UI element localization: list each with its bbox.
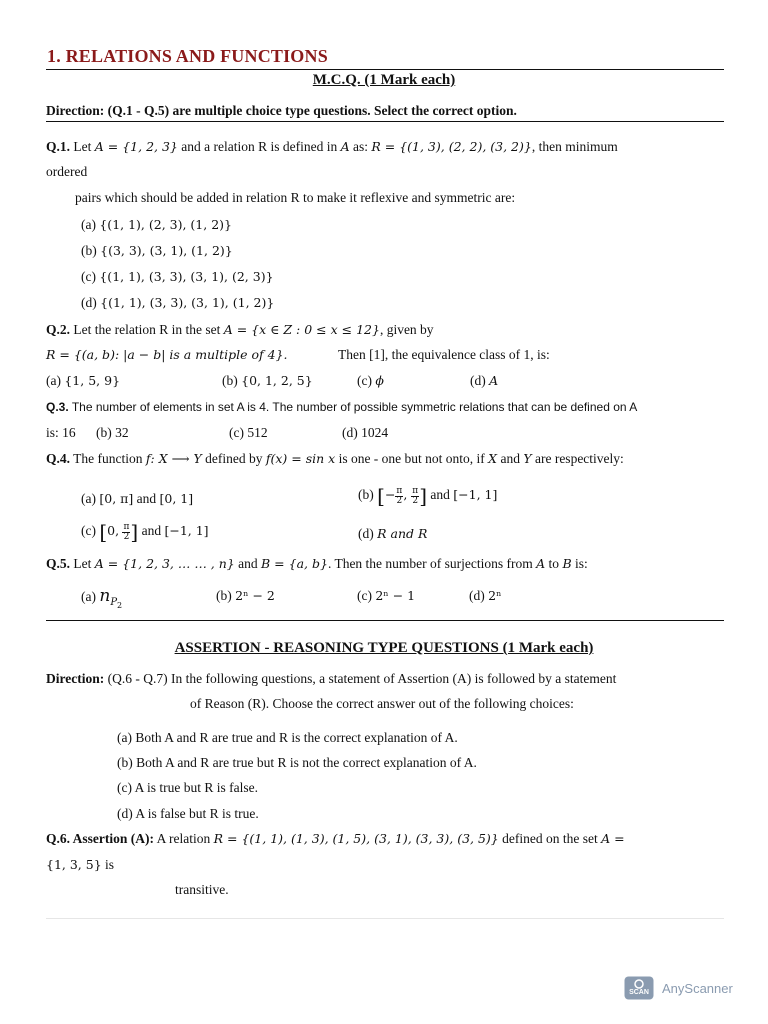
q6-line2: {1, 3, 5} is xyxy=(46,857,115,872)
q3-option-d: (d) 1024 xyxy=(342,425,389,440)
direction-rule xyxy=(46,121,724,122)
q5-option-d: (d) 2ⁿ xyxy=(469,588,502,603)
fraction-pi-over-2-c: $\frac{\pi}{2}$ xyxy=(123,521,130,542)
q5-option-b: (b) 2ⁿ − 2 xyxy=(216,588,275,603)
scan-logo-text: SCAN xyxy=(629,989,649,996)
q5-option-c: (c) 2ⁿ − 1 xyxy=(357,588,416,603)
q3-option-c: (c) 512 xyxy=(229,425,268,440)
q4-option-b: (b) [− $\frac{\pi}{2}$ , $\frac{\pi}{2}$ ] and [−1, 1] xyxy=(358,484,498,508)
q5-option-a: (a) $n_{P2}$ xyxy=(81,586,123,610)
fraction-neg-pi-over-2: $\frac{\pi}{2}$ xyxy=(396,485,403,506)
q4-line1: Q.4. The function f: X ⟶ Y defined by f(x) = sin x is one - one but not onto, if X and Y are respectively: xyxy=(46,451,624,466)
title-rule xyxy=(46,69,724,70)
q5-line1: Q.5. Let A = {1, 2, 3, … … , n} and B = {a, b}. Then the number of surjections from A to B is: xyxy=(46,556,588,571)
page-bottom-rule xyxy=(46,918,724,919)
q2-line2-b: Then [1], the equivalence class of 1, is: xyxy=(338,347,550,362)
q2-line1: Q.2. Let the relation R in the set A = {x ∈ Z : 0 ≤ x ≤ 12}, given by xyxy=(46,322,434,337)
choice-d: (d) A is false but R is true. xyxy=(117,806,259,821)
q1-option-d: (d) {(1, 1), (3, 3), (3, 1), (1, 2)} xyxy=(81,295,275,310)
q1-option-c: (c) {(1, 1), (3, 3), (3, 1), (2, 3)} xyxy=(81,269,274,284)
q1-option-a: (a) {(1, 1), (2, 3), (1, 2)} xyxy=(81,217,232,232)
q4-option-d: (d) R and R xyxy=(358,526,428,541)
choice-a: (a) Both A and R are true and R is the correct explanation of A. xyxy=(117,730,458,745)
anyscanner-watermark: AnyScanner xyxy=(662,981,733,996)
mcq-heading: M.C.Q. (1 Mark each) xyxy=(312,72,456,88)
q6-line3: transitive. xyxy=(175,882,229,897)
q2-option-b: (b) {0, 1, 2, 5} xyxy=(222,373,313,388)
q3-line1: Q.3. The number of elements in set A is 4. The number of possible symmetric relations that can be defined on A xyxy=(46,400,638,414)
fraction-pi-over-2: $\frac{\pi}{2}$ xyxy=(412,485,419,506)
q3-option-b: (b) 32 xyxy=(96,425,129,440)
choice-b: (b) Both A and R are true but R is not the correct explanation of A. xyxy=(117,755,477,770)
q1-line1: Q.1. Let A = {1, 2, 3} and a relation R is defined in A as: R = {(1, 3), (2, 2), (3, 2)}, then minimum xyxy=(46,139,618,154)
q4-option-a: (a) [0, π] and [0, 1] xyxy=(81,491,194,506)
direction-2: Direction: (Q.6 - Q.7) In the following questions, a statement of Assertion (A) is followed by a statement xyxy=(46,671,617,686)
q1-option-b: (b) {(3, 3), (3, 1), (1, 2)} xyxy=(81,243,233,258)
section-rule xyxy=(46,620,724,621)
choice-c: (c) A is true but R is false. xyxy=(117,780,258,795)
q6-line1: Q.6. Assertion (A): A relation R = {(1, 1), (1, 3), (1, 5), (3, 1), (3, 3), (3, 5)} defined on the set A = xyxy=(46,831,625,846)
direction-2-line2: of Reason (R). Choose the correct answer out of the following choices: xyxy=(190,696,574,711)
q2-option-c: (c) ϕ xyxy=(357,373,384,388)
q3-option-a: is: 16 xyxy=(46,425,76,440)
direction-1: Direction: (Q.1 - Q.5) are multiple choice type questions. Select the correct option. xyxy=(46,103,517,118)
scan-logo-icon xyxy=(624,976,654,1000)
q4-option-c: (c) [0, $\frac{\pi}{2}$ ] and [−1, 1] xyxy=(81,520,209,544)
assertion-reasoning-heading: ASSERTION - REASONING TYPE QUESTIONS (1 Mark each) xyxy=(174,640,594,656)
q2-option-d: (d) A xyxy=(470,373,499,388)
chapter-title: 1. RELATIONS AND FUNCTIONS xyxy=(47,46,328,66)
q2-option-a: (a) {1, 5, 9} xyxy=(46,373,121,388)
q2-line2: R = {(a, b): |a − b| is a multiple of 4}. xyxy=(46,347,288,362)
q1-line3: pairs which should be added in relation R to make it reflexive and symmetric are: xyxy=(75,190,516,205)
q1-line2: ordered xyxy=(46,164,88,179)
